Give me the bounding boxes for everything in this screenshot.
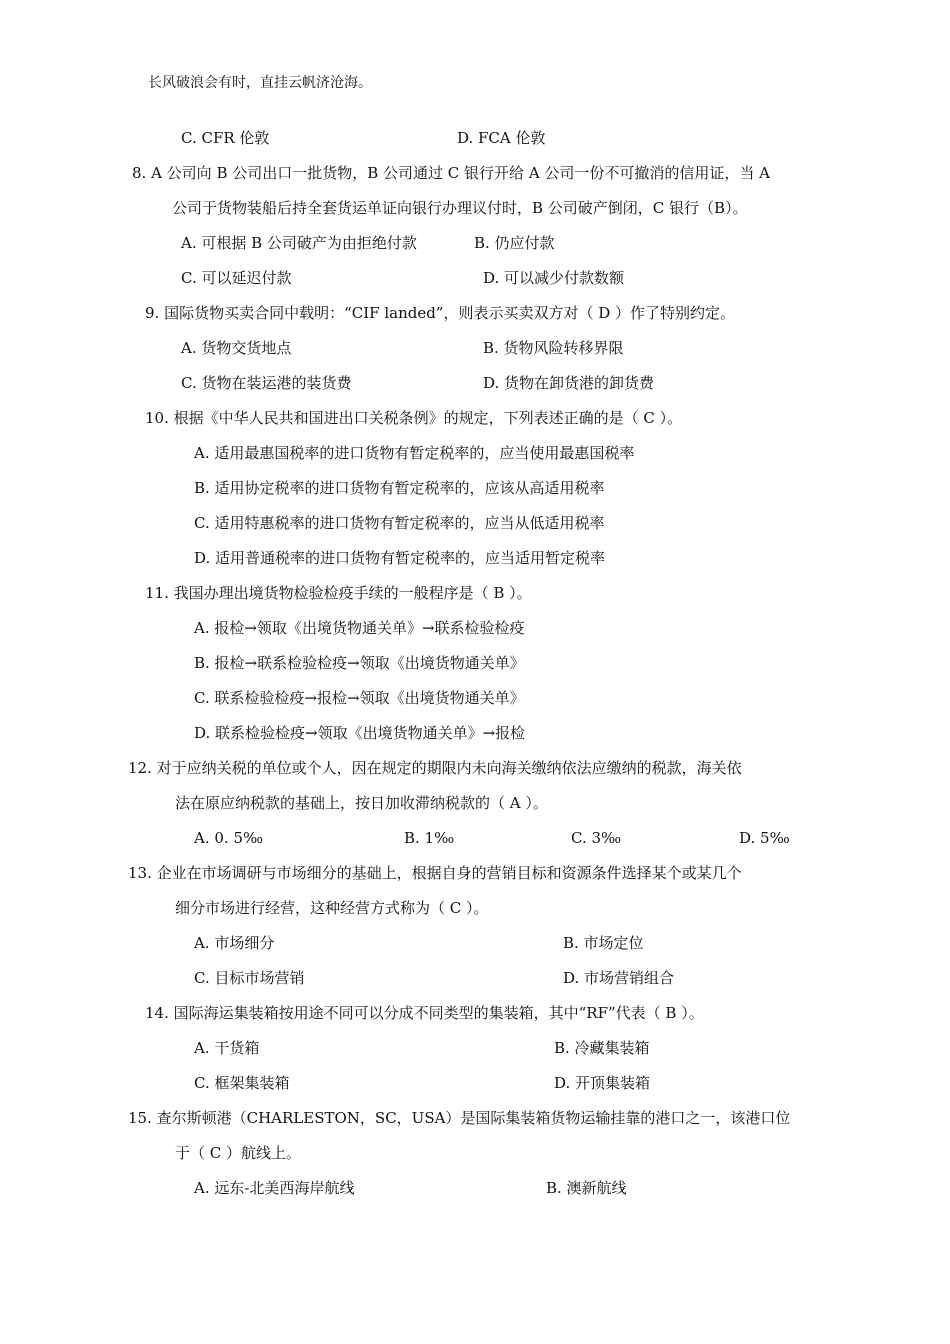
q15-option-a: A. 远东-北美西海岸航线 xyxy=(194,1179,355,1197)
q14-option-d: D. 开顶集装箱 xyxy=(554,1074,651,1092)
q9-option-c: C. 货物在装运港的装货费 xyxy=(181,374,352,392)
q8-option-d: D. 可以减少付款数额 xyxy=(483,269,625,287)
q12-option-a: A. 0. 5‰ xyxy=(194,829,264,847)
q13-option-d: D. 市场营销组合 xyxy=(563,969,675,987)
q8-stem-line2: 公司于货物装船后持全套货运单证向银行办理议付时，B 公司破产倒闭，C 银行（B）。 xyxy=(172,199,748,217)
q13-option-a: A. 市场细分 xyxy=(194,934,275,952)
q9-option-d: D. 货物在卸货港的卸货费 xyxy=(483,374,655,392)
q11-stem: 11. 我国办理出境货物检验检疫手续的一般程序是（ B ）。 xyxy=(145,584,532,602)
q14-stem: 14. 国际海运集装箱按用途不同可以分成不同类型的集装箱，其中“RF”代表（ B ）。 xyxy=(145,1004,704,1022)
q11-option-d: D. 联系检验检疫→领取《出境货物通关单》→报检 xyxy=(194,724,526,742)
q14-option-a: A. 干货箱 xyxy=(194,1039,260,1057)
q10-option-d: D. 适用普通税率的进口货物有暂定税率的，应当适用暂定税率 xyxy=(194,549,606,567)
q10-stem: 10. 根据《中华人民共和国进出口关税条例》的规定，下列表述正确的是（ C ）。 xyxy=(145,409,683,427)
q8-stem-line1: 8. A 公司向 B 公司出口一批货物，B 公司通过 C 银行开给 A 公司一份不可撤消的信用证，当 A xyxy=(132,164,771,182)
q10-option-c: C. 适用特惠税率的进口货物有暂定税率的，应当从低适用税率 xyxy=(194,514,605,532)
q12-option-b: B. 1‰ xyxy=(404,829,455,847)
q8-option-b: B. 仍应付款 xyxy=(474,234,555,252)
q9-option-b: B. 货物风险转移界限 xyxy=(483,339,624,357)
q11-option-a: A. 报检→领取《出境货物通关单》→联系检验检疫 xyxy=(194,619,525,637)
q11-option-c: C. 联系检验检疫→报检→领取《出境货物通关单》 xyxy=(194,689,525,707)
q13-stem-line1: 13. 企业在市场调研与市场细分的基础上，根据自身的营销目标和资源条件选择某个或某几个 xyxy=(128,864,742,882)
q15-option-b: B. 澳新航线 xyxy=(546,1179,627,1197)
q10-option-b: B. 适用协定税率的进口货物有暂定税率的，应该从高适用税率 xyxy=(194,479,605,497)
q13-stem-line2: 细分市场进行经营，这种经营方式称为（ C ）。 xyxy=(175,899,489,917)
q13-option-c: C. 目标市场营销 xyxy=(194,969,305,987)
q9-option-a: A. 货物交货地点 xyxy=(181,339,292,357)
q12-option-d: D. 5‰ xyxy=(739,829,790,847)
header-motto: 长风破浪会有时，直挂云帆济沧海。 xyxy=(148,75,372,91)
q9-stem: 9. 国际货物买卖合同中载明：“CIF landed”，则表示买卖双方对（ D ）作了特别约定。 xyxy=(145,304,736,322)
q7-option-d: D. FCA 伦敦 xyxy=(457,129,546,147)
q15-stem-line2: 于（ C ）航线上。 xyxy=(175,1144,302,1162)
q8-option-c: C. 可以延迟付款 xyxy=(181,269,292,287)
q14-option-c: C. 框架集装箱 xyxy=(194,1074,290,1092)
q12-stem-line1: 12. 对于应纳关税的单位或个人，因在规定的期限内未向海关缴纳依法应缴纳的税款，海关依 xyxy=(128,759,742,777)
q12-stem-line2: 法在原应纳税款的基础上，按日加收滞纳税款的（ A ）。 xyxy=(175,794,548,812)
q11-option-b: B. 报检→联系检验检疫→领取《出境货物通关单》 xyxy=(194,654,525,672)
q15-stem-line1: 15. 查尔斯顿港（CHARLESTON，SC，USA）是国际集装箱货物运输挂靠的港口之一，该港口位 xyxy=(128,1109,791,1127)
q10-option-a: A. 适用最惠国税率的进口货物有暂定税率的，应当使用最惠国税率 xyxy=(194,444,635,462)
q12-option-c: C. 3‰ xyxy=(571,829,622,847)
q8-option-a: A. 可根据 B 公司破产为由拒绝付款 xyxy=(181,234,417,252)
q13-option-b: B. 市场定位 xyxy=(563,934,644,952)
q7-option-c: C. CFR 伦敦 xyxy=(181,129,270,147)
q14-option-b: B. 冷藏集装箱 xyxy=(554,1039,650,1057)
